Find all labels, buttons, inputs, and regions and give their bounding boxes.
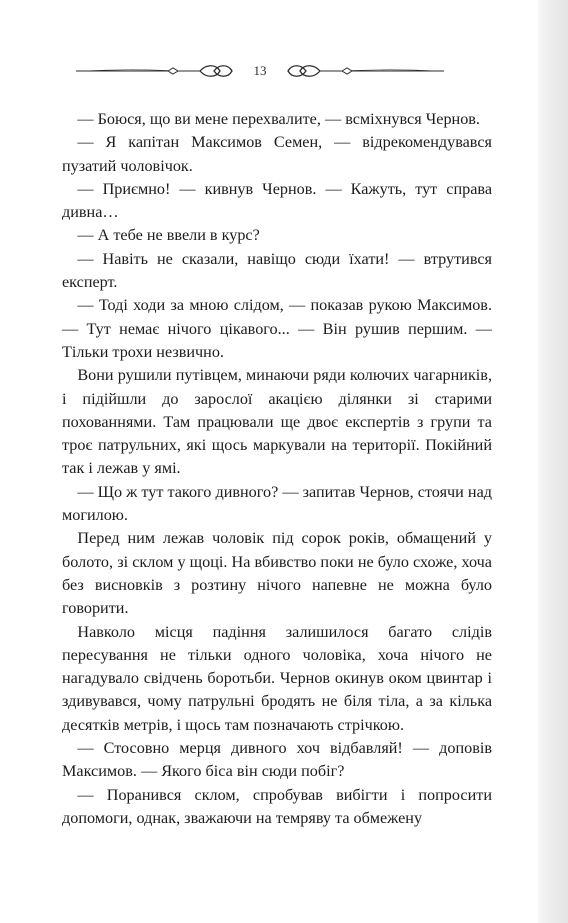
paragraph: — Поранився склом, спробував вибігти і попросити допомоги, однак, зважаючи на темряву та обмежену xyxy=(62,785,492,827)
paragraph: — Приємно! — кивнув Чернов. — Кажуть, тут справа дивна… xyxy=(62,179,492,222)
body-text xyxy=(62,108,492,830)
paragraph: — Навіть не сказали, навіщо сюди їхати! — втрутився експерт. xyxy=(62,249,492,292)
paragraph: Перед ним лежав чоловік під сорок років, обмащений у болото, зі склом у щоці. На вбивство поки не було схоже, хоча без висновків з розтину нічого напевне не можна було говорити. xyxy=(62,529,492,618)
paragraph: Навколо місця падіння залишилося багато слідів пересування не тільки одного чоловіка, хоча нічого не нагадувало свідчень боротьби. Чернов окинув оком цвинтар і здивувався, чому патрульні бродять не біля тіла, а за кілька десятків метрів, і щось там позначають стрічкою. xyxy=(62,622,492,734)
paragraph: — Я капітан Максимов Семен, — відрекомендувався пузатий чоловічок. xyxy=(62,133,492,175)
paragraph: — Тоді ходи за мною слідом, — показав рукою Максимов. — Тут немає нічого цікавого... — Він рушив першим. — Тільки трохи незвично. xyxy=(62,296,492,361)
paragraph: — Що ж тут такого дивного? — запитав Чернов, стоячи над могилою. xyxy=(62,482,492,525)
page-edge-shadow xyxy=(538,0,568,923)
paragraph: — Боюся, що ви мене перехвалите, — всміхнувся Чернов. xyxy=(77,110,480,128)
paragraph: Вони рушили путівцем, минаючи ряди колючих чагарників, і підійшли до зарослої акацією ділянки зі старими похованнями. Там працювали ще двоє експертів з групи та троє патрульних, які щось маркували на території. Покійний так і лежав у ямі. xyxy=(62,366,492,478)
paragraph: — Стосовно мерця дивного хоч відбавляй! — доповів Максимов. — Якого біса він сюди побіг? xyxy=(62,739,492,781)
paragraph: — А тебе не ввели в курс? xyxy=(77,226,260,245)
page-header xyxy=(74,54,446,90)
page-number: 13 xyxy=(253,63,267,78)
